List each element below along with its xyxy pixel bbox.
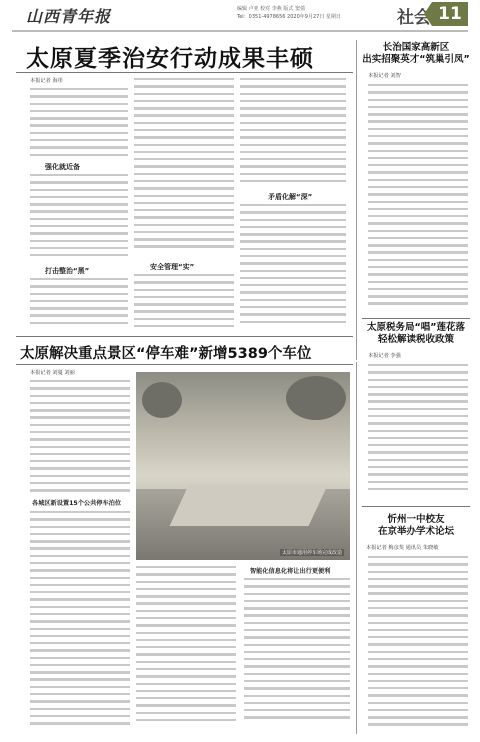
column-divider [356, 362, 357, 734]
article2-text-col3 [244, 578, 350, 732]
side3-byline: 本报记者 梅彦斐 通讯员 朱晓敏 [366, 545, 439, 551]
article2-title: 太原解决重点景区“停车难”新增5389个车位 [20, 346, 312, 362]
contact-date: Tel：0351-4978656 2020年9月27日 星期日 [237, 14, 341, 20]
article2-subhead-1: 各城区新设置15个公共停车泊位 [32, 500, 122, 507]
side1-text [368, 84, 468, 312]
photo-tarp [169, 485, 327, 526]
photo-tree [142, 382, 182, 418]
article1-title: 太原夏季治安行动成果丰硕 [26, 46, 314, 72]
divider [362, 506, 470, 507]
divider [16, 72, 353, 73]
article1-text-col3 [240, 78, 346, 188]
article2-text-col2 [136, 566, 236, 732]
article1-text-col3b [240, 204, 346, 332]
divider [16, 336, 353, 337]
masthead [12, 0, 468, 32]
article1-text-col1b [30, 174, 128, 262]
side1-byline: 本报记者 刘智 [368, 73, 401, 79]
article2-subhead-2: 智能化信息化将让出行更便利 [250, 568, 331, 575]
article1-text-col2 [134, 78, 234, 258]
article1-subhead-2: 打击整治“黑” [45, 267, 90, 275]
side3-text [368, 556, 468, 732]
column-divider [356, 40, 357, 360]
article1-subhead-4: 矛盾化解“深” [268, 193, 313, 201]
article1-text-col1c [30, 278, 128, 330]
photo-caption: 太原市通用停车场完成改造 [281, 550, 342, 556]
article2-byline: 本报记者 刘蔓 刘丽 [30, 370, 75, 376]
article1-subhead-1: 强化就近备 [45, 163, 80, 171]
side3-title: 忻州一中校友 在京举办学术论坛 [377, 514, 454, 537]
divider [16, 364, 353, 365]
editor-credits: 编辑 卢亚 校对 李燕 版式 窦倩 [237, 6, 305, 12]
side1-title: 长治国家高新区 出实招聚英才“筑巢引凤” [362, 42, 470, 65]
article1-byline: 本报记者 海彤 [30, 78, 63, 84]
page-number: 11 [432, 2, 468, 26]
article2-text-col1b [30, 511, 130, 733]
header-info [237, 5, 377, 21]
divider [362, 318, 470, 319]
article1-subhead-3: 安全管理“实” [150, 263, 195, 271]
newspaper-logo: 山西青年报 [26, 7, 112, 26]
article1-text-col1 [30, 88, 128, 160]
parking-lot-photo [136, 372, 350, 560]
article2-text-col1 [30, 380, 130, 496]
article1-text-col2b [134, 274, 234, 332]
side2-text [368, 364, 468, 500]
section-name: 社会 [397, 8, 431, 28]
side2-title: 太原税务局“唱”莲花落 轻松解读税收政策 [367, 322, 465, 345]
photo-tree [286, 376, 346, 420]
side2-byline: 本报记者 李强 [368, 353, 401, 359]
